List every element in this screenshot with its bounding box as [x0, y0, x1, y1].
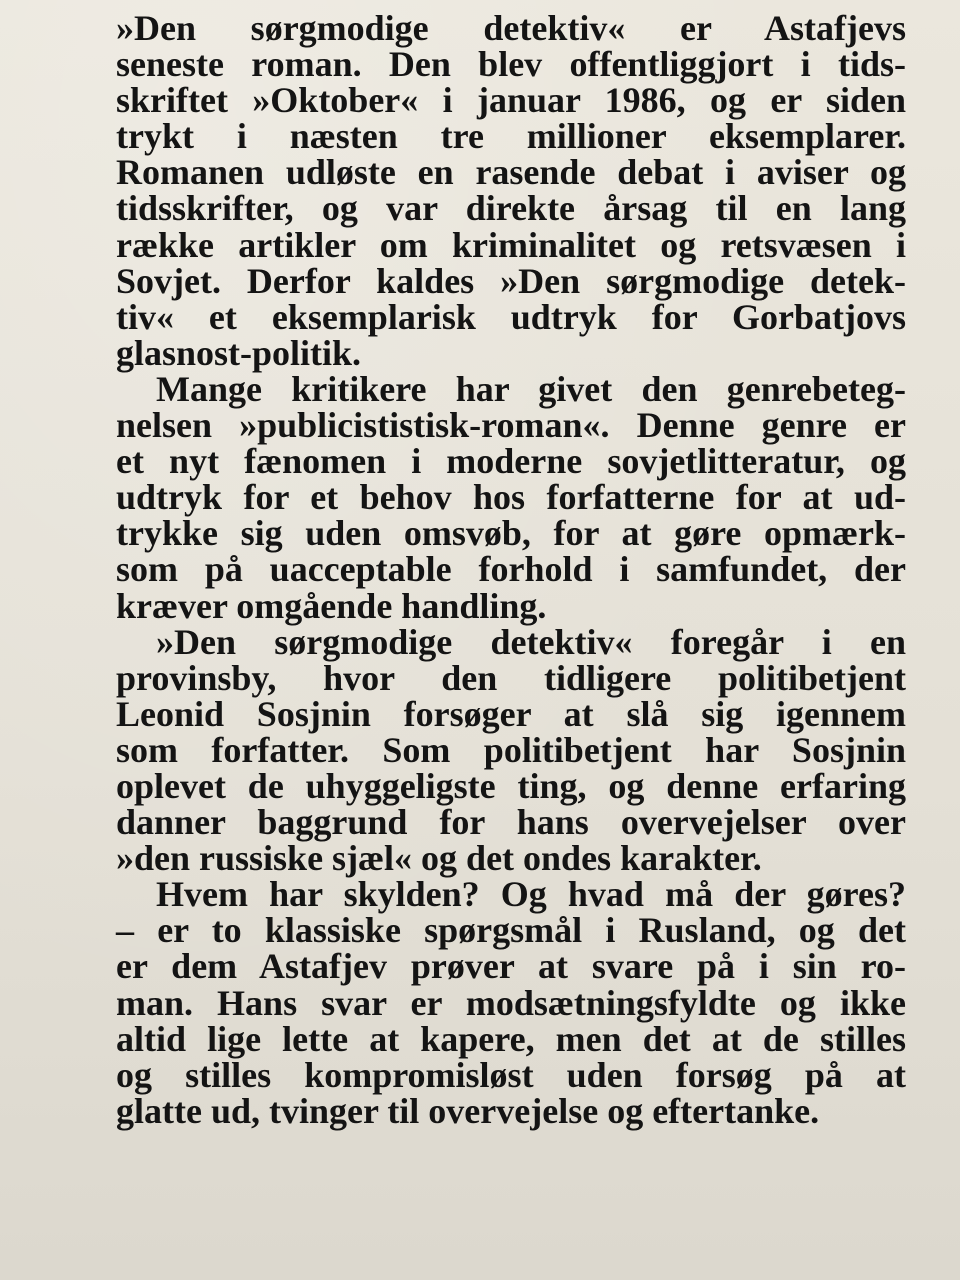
text-line: oplevet de uhyggeligste ting, og denne erfaring [116, 765, 906, 806]
text-line: kræver omgående handling. [116, 585, 547, 626]
paragraph-3 [116, 621, 906, 879]
text-line: række artikler om kriminalitet og retsvæsen i [116, 224, 906, 265]
text-line: Romanen udløste en rasende debat i aviser og [116, 152, 906, 193]
text-line: »den russiske sjæl« og det ondes karakter. [116, 838, 762, 879]
text-line: glasnost-politik. [116, 332, 362, 373]
paragraph-4 [116, 876, 906, 1129]
text-line: skriftet »Oktober« i januar 1986, og er siden [116, 80, 906, 121]
text-line: trykke sig uden omsvøb, for at gøre opmærk- [116, 513, 906, 554]
text-line: altid lige lette at kapere, men det at de stilles [116, 1018, 906, 1059]
text-line: et nyt fænomen i moderne sovjetlitteratur, og [116, 441, 906, 482]
text-line: som på uacceptable forhold i samfundet, der [116, 549, 906, 590]
text-line: og stilles kompromisløst uden forsøg på at [116, 1054, 906, 1095]
text-line: »Den sørgmodige detektiv« foregår i en [156, 621, 906, 662]
text-line: »Den sørgmodige detektiv« er Astafjevs [116, 8, 906, 48]
text-line: man. Hans svar er modsætningsfyldte og ikke [116, 982, 906, 1023]
text-line: Sovjet. Derfor kaldes »Den sørgmodige detek- [116, 260, 906, 301]
blurb-text [116, 10, 906, 1129]
text-line: – er to klassiske spørgsmål i Rusland, og det [116, 910, 906, 951]
text-line: glatte ud, tvinger til overvejelse og eftertanke. [116, 1090, 820, 1131]
text-line: er dem Astafjev prøver at svare på i sin ro- [116, 946, 906, 987]
text-line: Hvem har skylden? Og hvad må der gøres? [156, 874, 906, 915]
text-line: provinsby, hvor den tidligere politibetjent [116, 657, 906, 698]
paragraph-1 [116, 10, 906, 371]
text-line: nelsen »publicististisk-roman«. Denne genre er [116, 405, 906, 446]
text-line: trykt i næsten tre millioner eksemplarer. [116, 116, 906, 157]
text-line: tidsskrifter, og var direkte årsag til en lang [116, 188, 906, 229]
text-line: seneste roman. Den blev offentliggjort i tids- [116, 44, 906, 85]
text-line: tiv« et eksemplarisk udtryk for Gorbatjovs [116, 296, 906, 337]
paragraph-2 [116, 368, 906, 626]
text-line: danner baggrund for hans overvejelser over [116, 802, 906, 843]
text-line: Leonid Sosjnin forsøger at slå sig igennem [116, 693, 906, 734]
text-line: Mange kritikere har givet den genrebeteg- [156, 368, 906, 409]
text-line: udtryk for et behov hos forfatterne for at ud- [116, 477, 906, 518]
text-line: som forfatter. Som politibetjent har Sosjnin [116, 729, 906, 770]
